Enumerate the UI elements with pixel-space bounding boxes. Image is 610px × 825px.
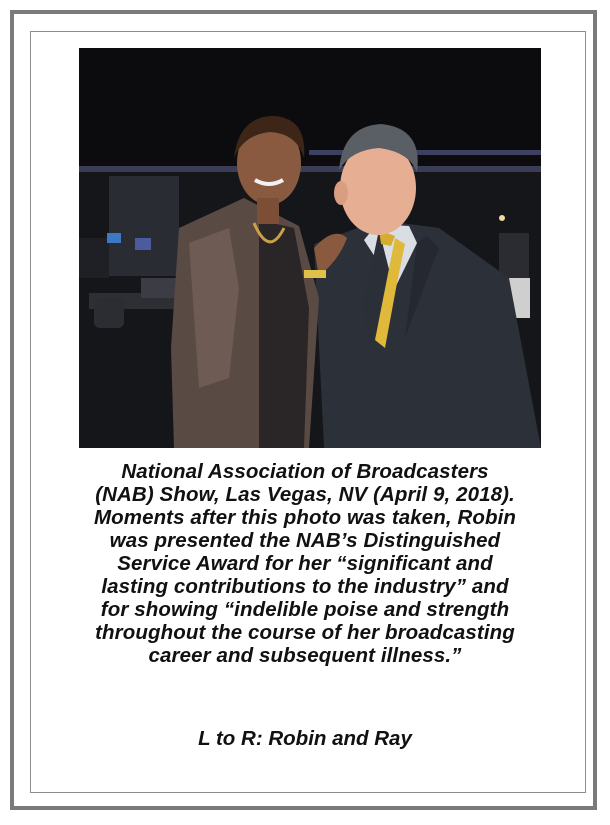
photo-robin-and-ray [79, 48, 541, 448]
caption-line: Service Award for her “significant and [117, 552, 493, 575]
photo-credit: L to R: Robin and Ray [198, 727, 412, 750]
caption-line: Moments after this photo was taken, Robin [93, 506, 517, 529]
caption-line: lasting contributions to the industry” and [101, 575, 509, 598]
caption-line: National Association of Broadcasters [121, 460, 489, 483]
caption-line: throughout the course of her broadcasting [95, 621, 515, 644]
photo-caption [44, 460, 566, 667]
caption-line: for showing “indelible poise and strength [100, 598, 510, 621]
caption-line: career and subsequent illness.” [148, 644, 462, 667]
caption-line: (NAB) Show, Las Vegas, NV (April 9, 2018). [95, 483, 515, 506]
caption-line: was presented the NAB’s Distinguished [109, 529, 501, 552]
